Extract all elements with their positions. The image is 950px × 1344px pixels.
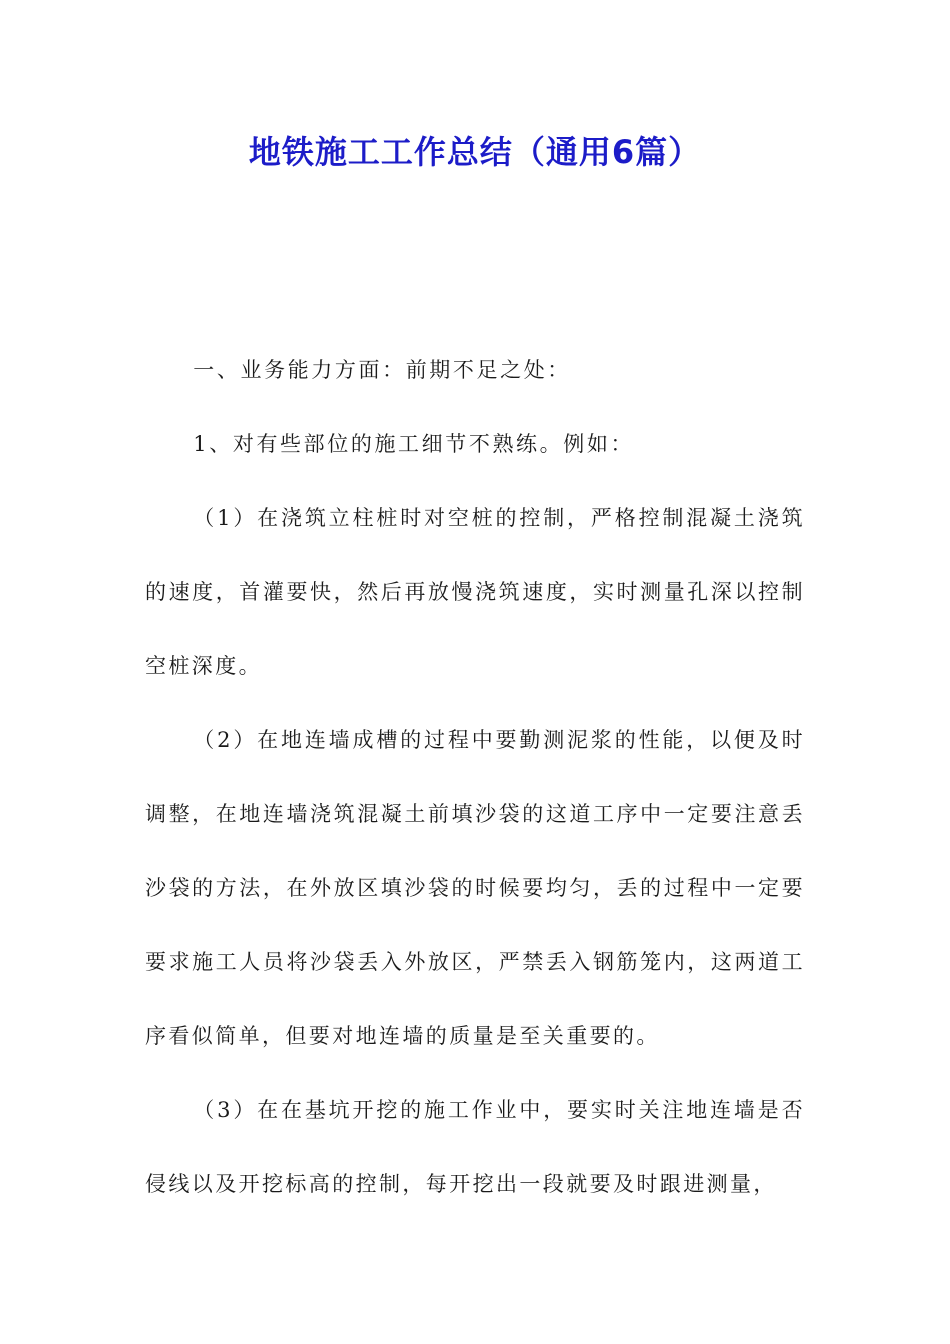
section-heading: 一、业务能力方面：前期不足之处： <box>193 358 571 382</box>
paragraph-item-1: （1）在浇筑立柱桩时对空桩的控制，严格控制混凝土浇筑的速度，首灌要快，然后再放慢浇筑速度，实时测量孔深以控制空桩深度。 <box>145 506 805 678</box>
paragraph-item-3: （3）在在基坑开挖的施工作业中，要实时关注地连墙是否侵线以及开挖标高的控制，每开挖出一段就要及时跟进测量， <box>145 1098 805 1196</box>
subsection-heading: 1、对有些部位的施工细节不熟练。例如： <box>193 432 635 456</box>
document-title: 地铁施工工作总结（通用6篇） <box>248 133 702 171</box>
paragraph-item-2: （2）在地连墙成槽的过程中要勤测泥浆的性能，以便及时调整，在地连墙浇筑混凝土前填沙袋的这道工序中一定要注意丢沙袋的方法，在外放区填沙袋的时候要均匀，丢的过程中一定要要求施工人员将沙袋丢入外放区，严禁丢入钢筋笼内，这两道工序看似简单，但要对地连墙的质量是至关重要的。 <box>145 728 805 1048</box>
document-body <box>145 333 805 1221</box>
